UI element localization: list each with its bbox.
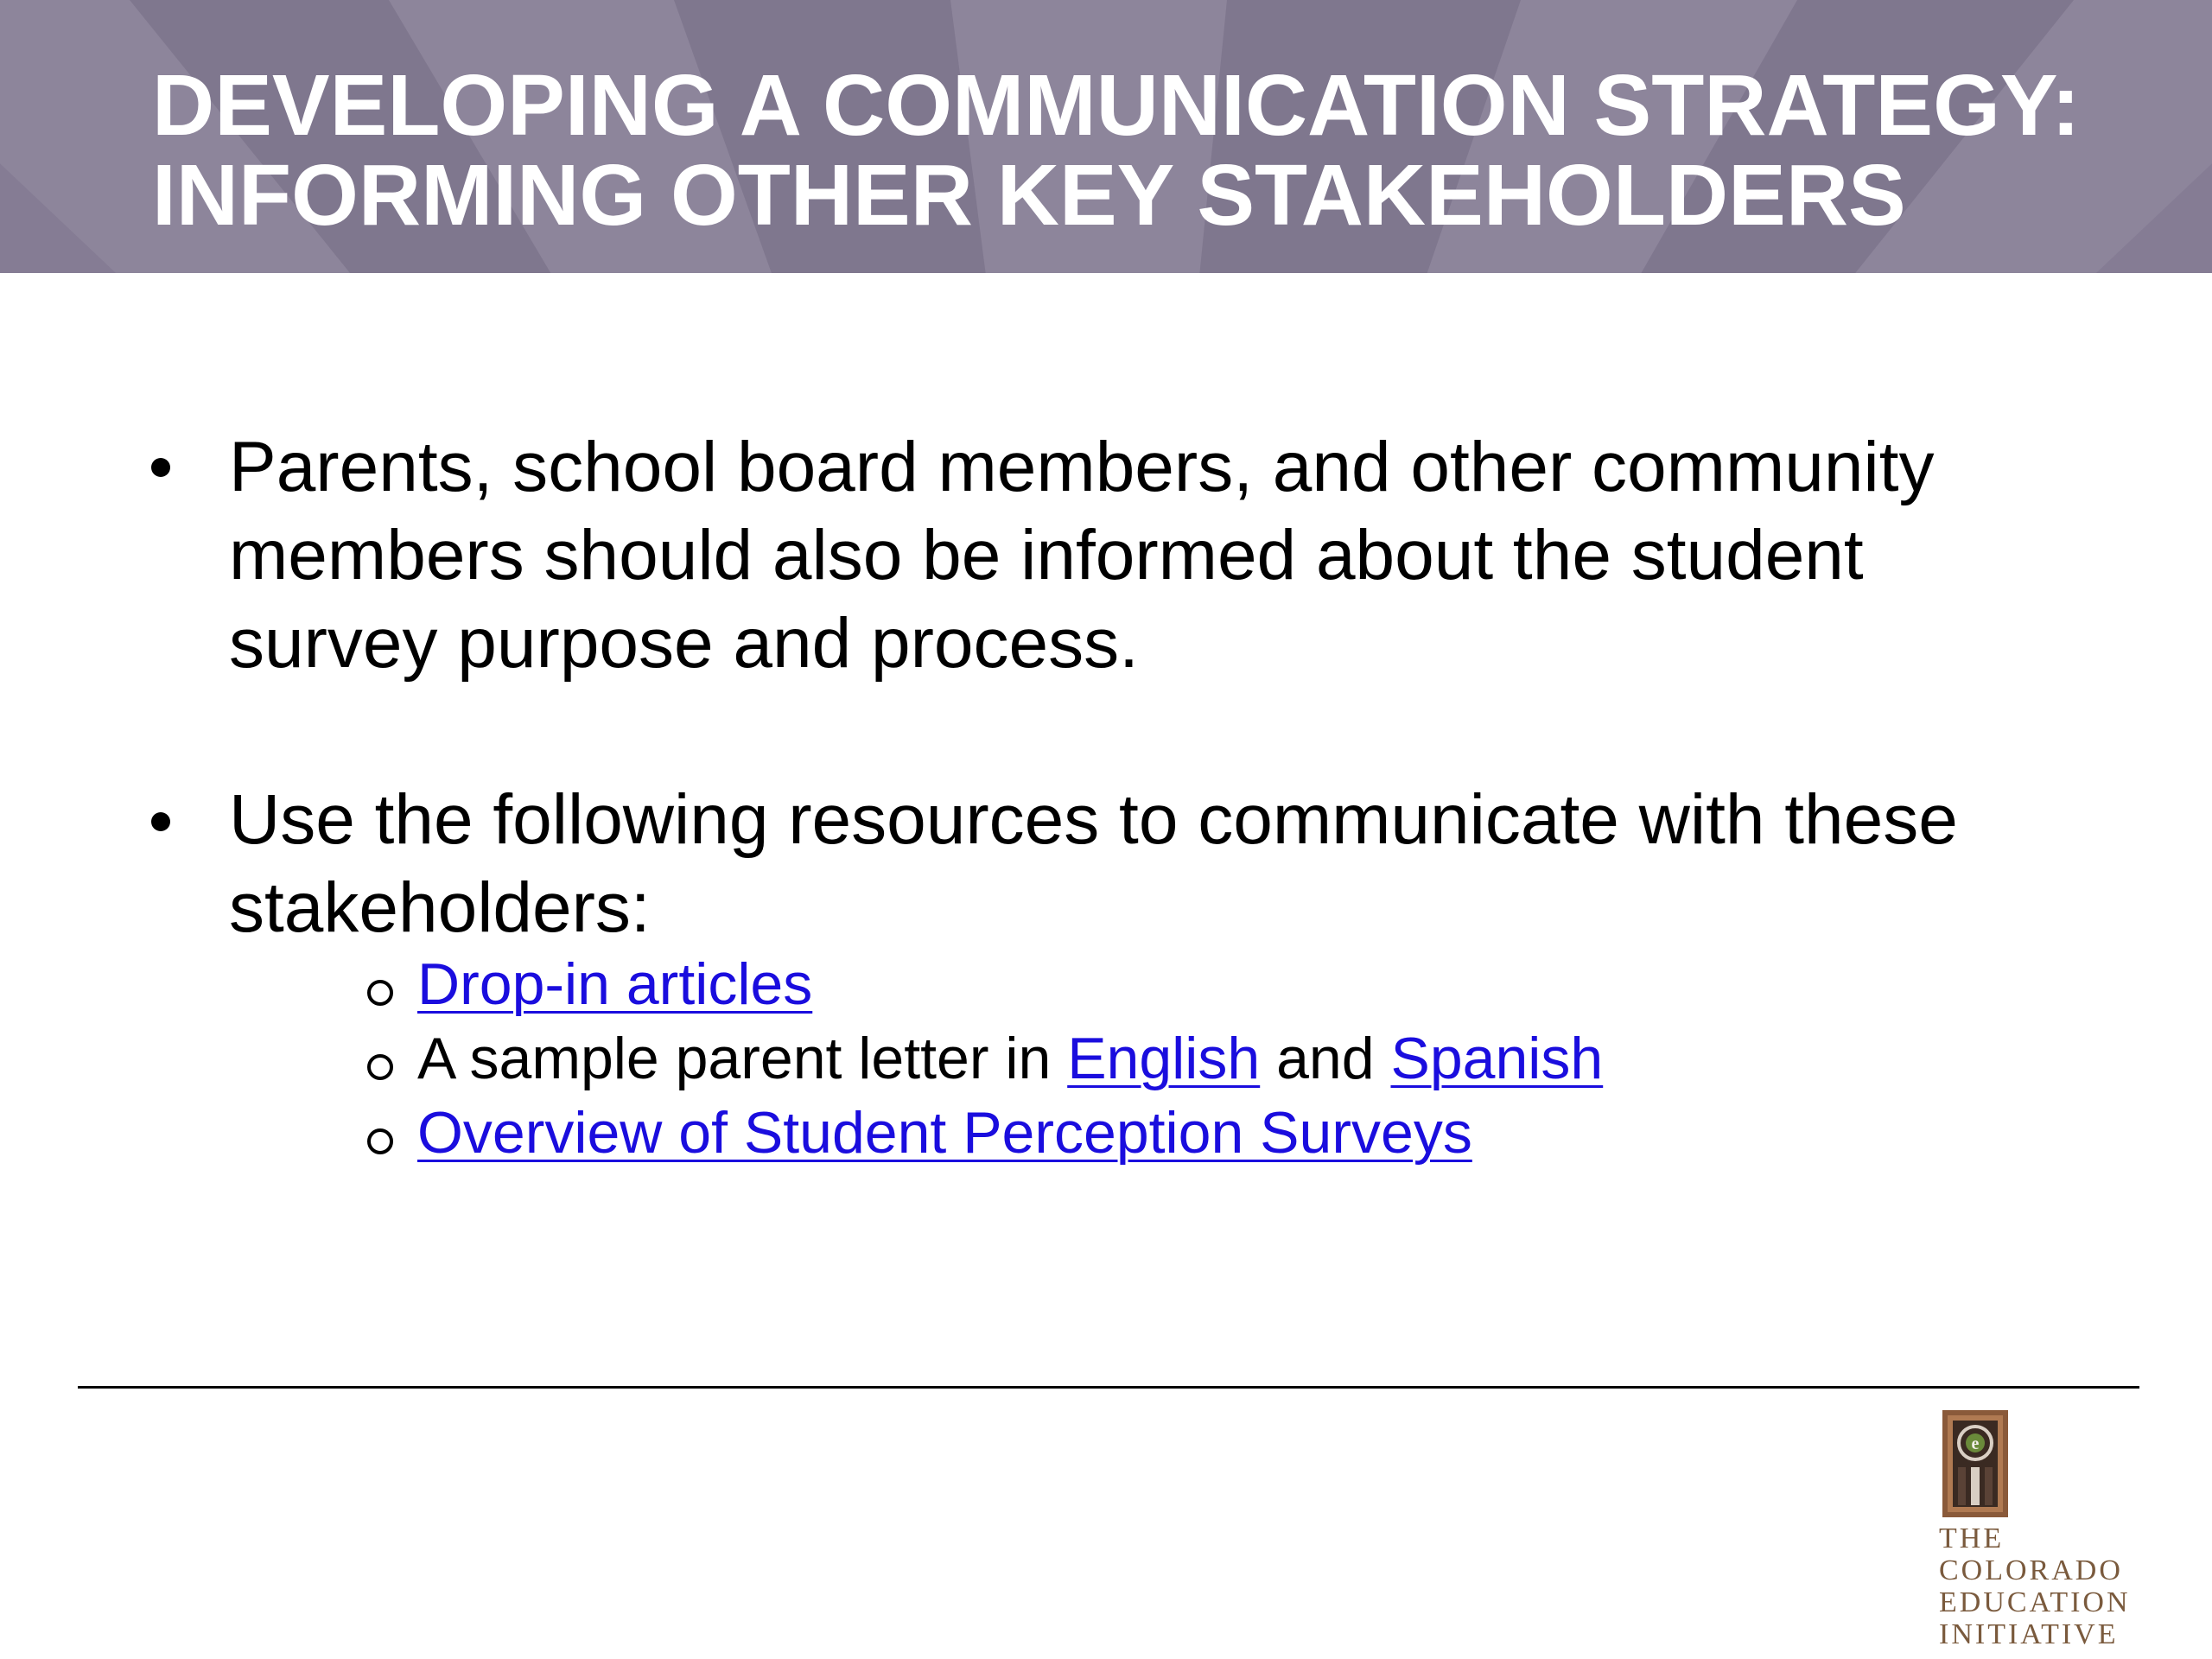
logo-line-colorado: COLORADO	[1939, 1554, 2123, 1586]
hollow-circle-bullet-icon	[367, 1054, 393, 1080]
drop-in-articles-link[interactable]: Drop-in articles	[417, 951, 813, 1017]
parent-letter-and: and	[1260, 1026, 1391, 1091]
bullet-1-line-1: Parents, school board members, and other community	[229, 428, 1935, 506]
slide-title-line-1: DEVELOPING A COMMUNICATION STRATEGY:	[152, 57, 2081, 154]
colorado-education-initiative-logo	[1927, 1403, 2131, 1654]
spanish-letter-link[interactable]: Spanish	[1390, 1026, 1604, 1091]
footer-divider	[78, 1386, 2139, 1389]
slide-title	[152, 57, 2081, 244]
logo-wordmark	[1939, 1522, 2131, 1650]
bullet-paragraph-1	[229, 423, 1935, 688]
slide-title-line-2: INFORMING OTHER KEY STAKEHOLDERS	[152, 147, 1906, 244]
logo-line-initiative: INITIATIVE	[1939, 1618, 2119, 1650]
bullet-2-line-1: Use the following resources to communicate with these	[229, 780, 1958, 859]
sub-item-parent-letter	[367, 1021, 1603, 1096]
english-letter-link[interactable]: English	[1067, 1026, 1261, 1091]
bullet-1-line-2: members should also be informed about the student	[229, 516, 1864, 594]
bullet-dot-1	[151, 458, 170, 477]
hollow-circle-bullet-icon	[367, 980, 393, 1006]
cei-emblem-icon	[1941, 1408, 2010, 1519]
overview-student-perception-surveys-link[interactable]: Overview of Student Perception Surveys	[417, 1100, 1472, 1166]
logo-line-education: EDUCATION	[1939, 1586, 2131, 1618]
logo-line-the: THE	[1939, 1522, 2005, 1554]
sub-item-drop-in-articles	[367, 947, 812, 1021]
bullet-1-line-3: survey purpose and process.	[229, 604, 1139, 683]
bullet-2-line-2: stakeholders:	[229, 868, 651, 947]
svg-text:e: e	[1971, 1434, 1980, 1453]
bullet-dot-2	[151, 812, 170, 831]
sub-item-overview-surveys	[367, 1096, 1472, 1170]
hollow-circle-bullet-icon	[367, 1128, 393, 1154]
title-banner	[0, 0, 2212, 273]
parent-letter-prefix: A sample parent letter in	[417, 1026, 1068, 1091]
bullet-paragraph-2	[229, 776, 1958, 952]
